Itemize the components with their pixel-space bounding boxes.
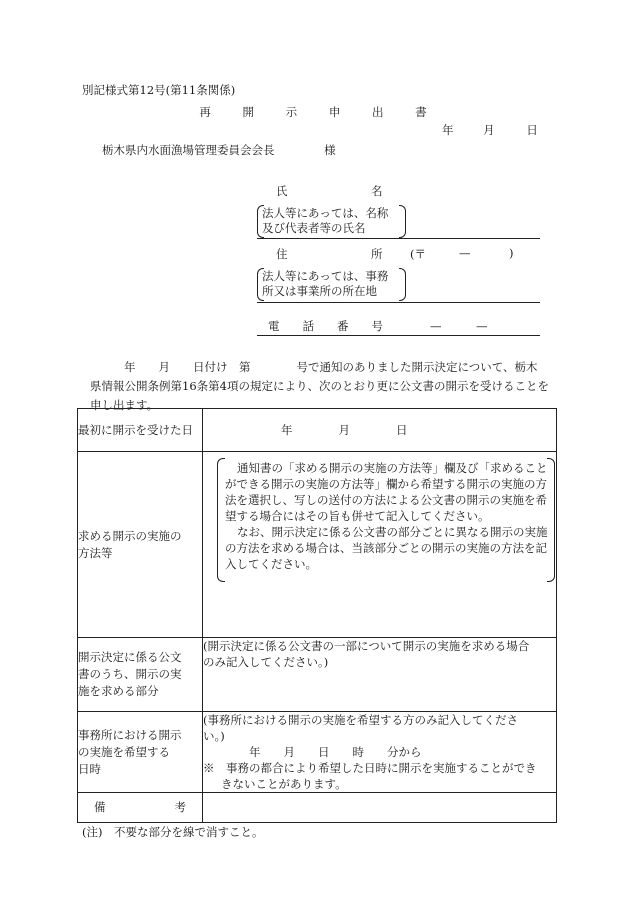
name-label-1: 氏 (276, 184, 288, 198)
name-underline (257, 238, 540, 239)
name-label-2: 名 (371, 184, 383, 198)
row1-value: 年 月 日 (281, 423, 408, 437)
row1-value-cell[interactable] (203, 409, 557, 452)
row2-note-line-6: の方法を求める場合は、当該部分ごとの開示の実施の方法を記 (225, 541, 547, 555)
date-day: 日 (526, 123, 538, 137)
addressee-suffix: 様 (324, 143, 336, 157)
row2-note-line-5: なお、開示決定に係る公文書の部分ごとに異なる開示の実施 (237, 525, 548, 539)
body-line-1: 年 月 日付け 第 号で通知のありました開示決定について、栃木 (124, 360, 538, 374)
row2-label-line-2: 方法等 (78, 545, 113, 560)
phone-dashes: — — (430, 319, 488, 333)
row3-note-line-2: のみ記入してください。) (203, 655, 329, 669)
date-month: 月 (483, 123, 495, 137)
row2-value-cell[interactable] (203, 452, 557, 638)
postal-dash: — (459, 246, 471, 260)
address-note-line-1: 法人等にあっては、事務 (262, 269, 389, 283)
row3-label-cell (78, 638, 203, 712)
row4-label-line-2: の実施を希望する (78, 744, 170, 759)
row4-label-cell (78, 712, 203, 793)
name-note (262, 206, 388, 236)
row2-bracket-left (217, 458, 225, 582)
address-label-1: 住 (276, 247, 288, 261)
form-number: 別記様式第12号(第11条関係) (82, 83, 236, 97)
document-title: 再 開 示 申 出 書 (199, 105, 441, 119)
request-body (90, 358, 555, 415)
row-preferred-datetime (78, 712, 557, 793)
row2-bracket-right (547, 458, 555, 582)
addressee (102, 142, 336, 158)
row5-label: 備 考 (94, 800, 186, 814)
row4-warn-line-2: きないことがあります。 (221, 777, 347, 791)
address-note (262, 269, 388, 299)
row1-label: 最初に開示を受けた日 (78, 422, 193, 437)
row5-label-cell (78, 793, 203, 823)
footnote: (注) 不要な部分を線で消すこと。 (82, 825, 264, 839)
addressee-name: 栃木県内水面漁場管理委員会会長 (102, 143, 275, 157)
row2-note-line-2: ができる開示の実施の方法等」欄から希望する開示の実施の方 (225, 477, 547, 491)
row2-note-line-4: 望する場合にはその旨も併せて記入してください。 (225, 509, 490, 523)
row2-note-line-3: 法を選択し、写しの送付の方法による公文書の開示の実施を希 (225, 493, 547, 507)
body-line-3: 申し出ます。 (90, 398, 159, 412)
row3-note-line-1: (開示決定に係る公文書の一部について開示の実施を求める場合 (203, 639, 530, 653)
row2-note-line-1: 通知書の「求める開示の実施の方法等」欄及び「求めること (237, 461, 548, 475)
row-disclosure-method (78, 452, 557, 638)
address-note-bracket-right (399, 268, 406, 301)
row-requested-portion (78, 638, 557, 712)
row2-note (225, 460, 548, 572)
postal-close: ) (509, 246, 514, 260)
phone-underline (257, 335, 540, 336)
row4-label-line-1: 事務所における開示 (78, 727, 182, 742)
row4-label-line-3: 日時 (78, 761, 101, 776)
row3-value-cell[interactable] (203, 638, 557, 712)
date-line (440, 122, 538, 138)
row2-label-cell (78, 452, 203, 638)
address-label-2: 所 (371, 247, 383, 261)
row5-value-cell[interactable] (203, 793, 557, 823)
row3-label-line-2: 書のうち、開示の実 (78, 667, 182, 681)
name-note-line-1: 法人等にあっては、名称 (262, 206, 389, 220)
request-table (77, 408, 557, 823)
row4-datetime: 年 月 日 時 分から (249, 745, 422, 759)
date-year: 年 (442, 123, 454, 137)
phone-label: 電 話 番 号 (268, 319, 383, 333)
name-note-bracket-right (399, 205, 406, 238)
row1-label-cell (78, 409, 203, 452)
name-note-line-2: 及び代表者等の氏名 (262, 221, 366, 235)
address-underline (257, 302, 540, 303)
postal-prefix: (〒 (410, 247, 426, 261)
row3-label-line-1: 開示決定に係る公文 (78, 650, 182, 664)
row-remarks (78, 793, 557, 823)
row4-warn-line-1: ※ 事務の都合により希望した日時に開示を実施することができ (203, 761, 537, 775)
row2-label-line-1: 求める開示の実施の (78, 528, 182, 543)
address-note-line-2: 所又は事業所の所在地 (262, 284, 377, 298)
row-first-disclosure-date (78, 409, 557, 452)
row3-label-line-3: 施を求める部分 (78, 684, 159, 698)
row2-note-line-7: 入してください。 (225, 557, 317, 571)
row4-note-line-1: (事務所における開示の実施を希望する方のみ記入してくださ (203, 713, 518, 727)
row4-value-cell[interactable] (203, 712, 557, 793)
body-line-2: 県情報公開条例第16条第4項の規定により、次のとおり更に公文書の開示を受けることを (90, 379, 549, 393)
row4-note-line-2: い。) (203, 729, 225, 743)
